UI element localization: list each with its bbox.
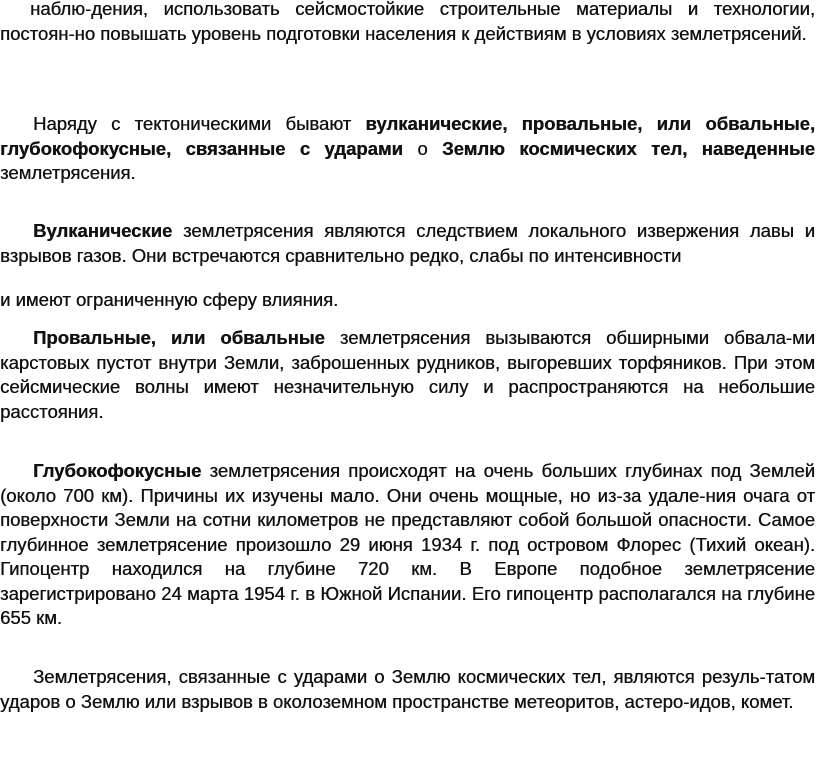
bold-term-deep-focus: Глубокофокусные [33,460,202,481]
paragraph-text: Землетрясения, связанные с ударами о Землю космических тел, являются резуль-татом ударов о Землю или взрывов в околоземном пространстве метеоритов, астеро-идов, комет. [0,666,815,712]
paragraph-text: и имеют ограниченную сферу влияния. [0,289,339,310]
paragraph-volcanic [0,219,815,268]
paragraph-text: наблю-дения, использовать сейсмостойкие строительные материалы и технологии, постоян-но повышать уровень подготовки населения к действиям в условиях землетрясений. [0,0,815,44]
paragraph-text: землетрясения являются следствием локального извержения лавы и взрывов газов. Они встречаются сравнительно редко, слабы по интенсивности [0,220,815,266]
bold-term-types: вулканические, провальные, или обвальные, глубокофокусные, связанные с ударами [0,113,816,159]
paragraph-text: землетрясения происходят на очень больших глубинах под Землей (около 700 км). Причины их изучены мало. Они очень мощные, но из-за удале-ния очага от поверхности Земли на сотни километров не представляют собой большой опасности. Самое глубинное землетрясение произошло 29 июня 1934 г. под островом Флорес (Тихий океан). Гипоцентр находился на глубине 720 км. В Европе подобное землетрясение зарегистрировано 24 марта 1954 г. в Южной Испании. Его гипоцентр располагался на глубине 655 км. [0,460,815,628]
bold-term-collapse: Провальные, или обвальные [33,327,325,348]
paragraph-earthquake-types [0,112,815,186]
paragraph-collapse [0,326,815,424]
paragraph-text: о [402,137,442,159]
paragraph-text: Наряду с тектоническими бывают [33,113,366,134]
paragraph-observation-measures [0,0,815,46]
paragraph-text: землетрясения вызываются обширными обвала-ми карстовых пустот внутри Земли, заброшенных рудников, выгоревших торфяников. При этом сейсмические волны имеют незначительную силу и распространяются на небольшие расстояния. [0,327,816,422]
paragraph-volcanic-continuation [0,288,815,313]
paragraph-text: землетрясения. [0,162,136,183]
bold-term-volcanic: Вулканические [33,220,173,241]
paragraph-cosmic-impacts [0,665,815,714]
paragraph-deep-focus [0,459,815,631]
bold-term-cosmic: Землю космических тел, наведенные [441,137,815,159]
